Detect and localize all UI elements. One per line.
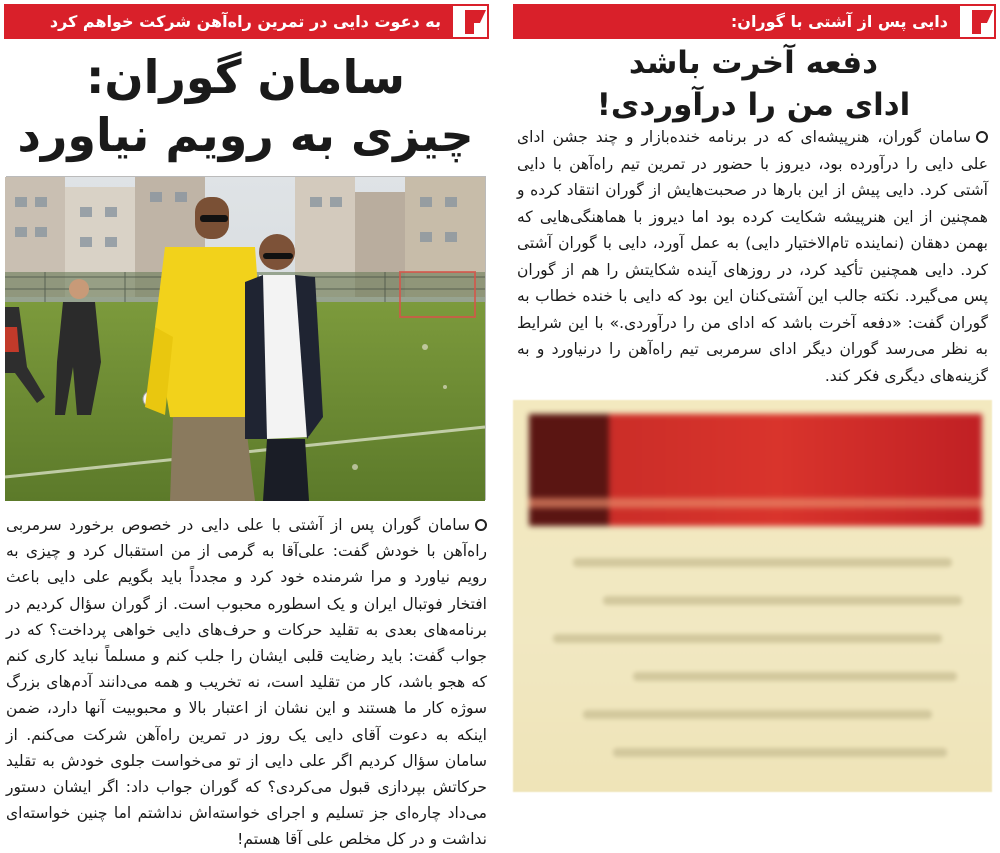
bullet-circle-icon	[475, 519, 487, 531]
ad-banner	[529, 414, 982, 526]
left-headline	[4, 48, 487, 164]
newspaper-logo-icon	[453, 6, 487, 37]
photo-two-men-on-football-pitch-icon	[6, 176, 486, 500]
right-body-text: سامان گوران، هنرپیشه‌ای که در برنامه خنده‌بازار و چند جشن ادای علی دایی را درآورده بود، دیروز با حضور در تمرین تیم راه‌آهن با دایی آشتی کرد. دایی پیش از این بارها در صحبت‌هایش از گوران انتقاد کرده و همچنین از این هنرپیشه شکایت کرده بود اما دیروز با هماهنگی‌هایی که بهمن دهقان (نماینده تام‌الاختیار دایی) به عمل آورد، دایی با گوران آشتی کرد. دایی همچنین تأکید کرد، در روزهای آینده شکایتش را هم از گوران پس می‌گیرد. نکته جالب این آشتی‌کنان این بود که دایی با خنده خطاب به گوران گفت: «دفعه آخرت باشد که ادای من را درآوردی.» با این شرایط به نظر می‌رسد گوران دیگر ادای سرمربی تیم راه‌آهن را درنیاورد و به گزینه‌های دیگری فکر کند.	[517, 128, 988, 385]
newspaper-logo-icon	[960, 6, 994, 37]
right-article-body	[517, 124, 988, 389]
right-kicker: دایی پس از آشتی با گوران:	[730, 12, 948, 31]
left-kicker-bar	[4, 4, 489, 39]
bullet-circle-icon	[976, 131, 988, 143]
left-headline-line1: سامان گوران:	[85, 50, 406, 104]
right-article	[503, 0, 1000, 796]
left-headline-line2: چیزی به رویم نیاورد	[17, 108, 474, 162]
right-headline	[517, 42, 990, 126]
left-article	[0, 0, 497, 849]
right-headline-line1: دفعه آخرت باشد	[628, 45, 879, 81]
right-kicker-bar	[513, 4, 996, 39]
blurred-advertisement-icon	[513, 400, 992, 792]
left-body-text: سامان گوران پس از آشتی با علی دایی در خصوص برخورد سرمربی راه‌آهن با خودش گفت: علی‌آقا به گرمی از من استقبال کرد و چیزی به رویم نیاورد و مرا شرمنده خود کرد و مجدداً باید بگویم علی دایی باعث افتخار فوتبال ایران و یک اسطوره محبوب است. از گوران سؤال کردیم در برنامه‌های بعدی به تقلید حرکات و حرف‌های دایی خواهی پرداخت؟ که در جواب گفت: باید رضایت قلبی ایشان را جلب کنم و مسلماً نباید کاری کنم که هجو باشد، کار من تقلید است، نه تخریب و همه می‌دانند آدم‌های بزرگ سوژه کار ما هستند و این نشان از اعتبار بالا و محبوبیت آنها دارد، ضمن اینکه به دعوت آقای دایی یک روز در تمرین راه‌آهن شرکت می‌کنم. از سامان سؤال کردیم اگر علی دایی از تو می‌خواست جلوی خودش به تقلید حرکاتش بپردازی قبول می‌کردی؟ که گوران جواب داد: اگر ایشان دستور می‌داد چاره‌ای جز تسلیم و اجرای خواسته‌اش نداشتم اما چنین خواسته‌ای نداشت و در کل مخلص علی آقا هستم!	[6, 516, 487, 849]
left-kicker: به دعوت دایی در تمرین راه‌آهن شرکت خواهم کرد	[49, 12, 441, 31]
column-divider	[497, 0, 503, 796]
right-headline-line2: ادای من را درآوردی!	[596, 87, 911, 123]
left-article-body	[6, 512, 487, 853]
